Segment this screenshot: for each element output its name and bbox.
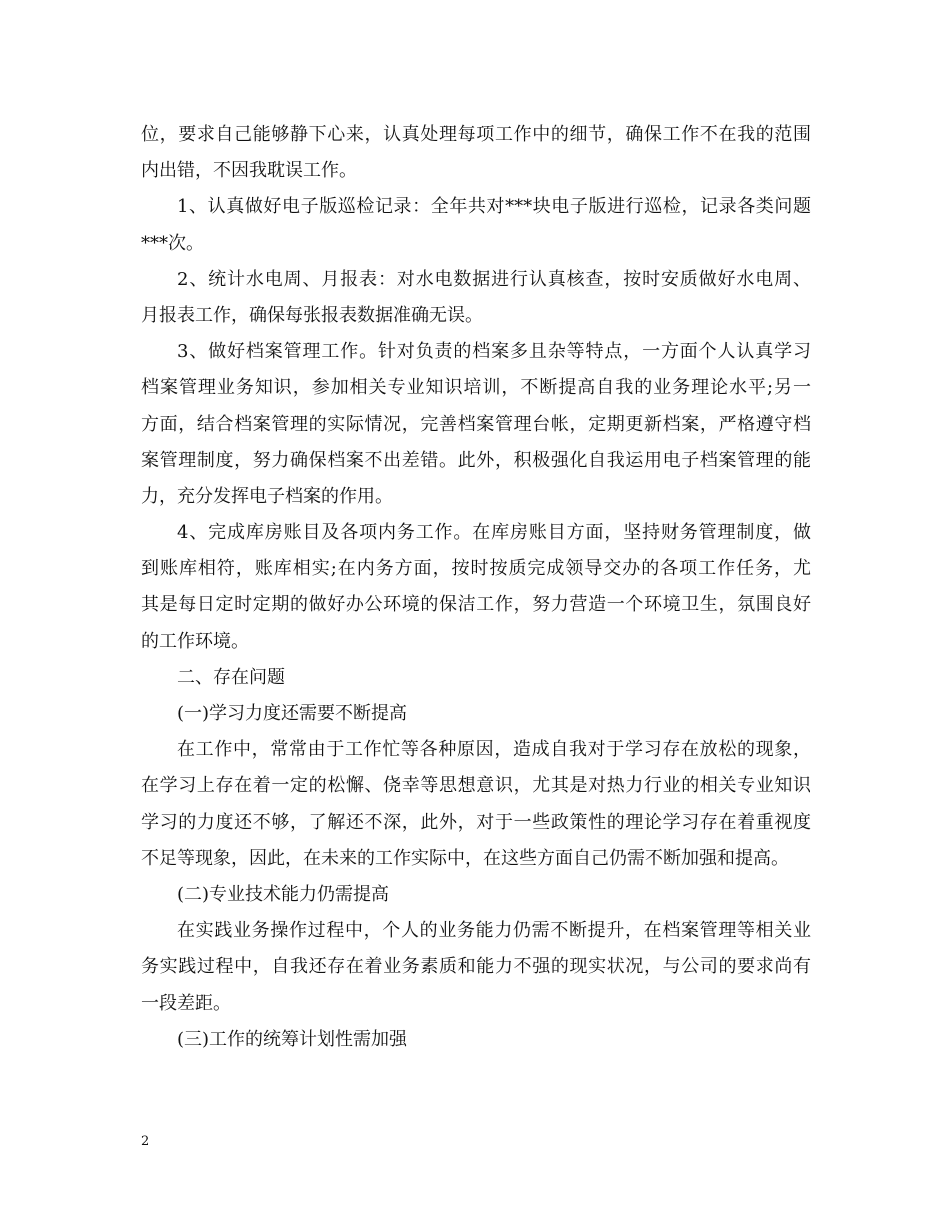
subsection-heading: (二)专业技术能力仍需提高 [177, 883, 390, 905]
text-line: ***次。 [141, 232, 204, 254]
page-number: 2 [141, 1134, 150, 1149]
text-line: 位，要求自己能够静下心来，认真处理每项工作中的细节，确保工作不在我的范围 [141, 124, 811, 145]
text-line: 一段差距。 [141, 992, 231, 1014]
text-line: 到账库相符，账库相实;在内务方面，按时按质完成领导交办的各项工作任务，尤 [141, 558, 811, 580]
text-line: 在实践业务操作过程中，个人的业务能力仍需不断提升，在档案管理等相关业 [177, 920, 811, 942]
text-line: 案管理制度，努力确保档案不出差错。此外，积极强化自我运用电子档案管理的能 [141, 449, 811, 471]
text-line: 学习的力度还不够，了解还不深，此外，对于一些政策性的理论学习存在着重视度 [141, 811, 811, 833]
text-line: 2、统计水电周、月报表：对水电数据进行认真核查，按时安质做好水电周、 [177, 268, 811, 290]
text-line: 1、认真做好电子版巡检记录：全年共对***块电子版进行巡检，记录各类问题 [177, 196, 811, 218]
text-line: 月报表工作，确保每张报表数据准确无误。 [141, 304, 483, 326]
text-line: 3、做好档案管理工作。针对负责的档案多且杂等特点，一方面个人认真学习 [177, 341, 811, 363]
subsection-heading: (一)学习力度还需要不断提高 [177, 703, 408, 724]
body-text [141, 117, 811, 1058]
text-line: 档案管理业务知识，参加相关专业知识培训，不断提高自我的业务理论水平;另一 [141, 377, 811, 399]
text-line: 不足等现象，因此，在未来的工作实际中，在这些方面自己仍需不断加强和提高。 [141, 847, 789, 869]
text-line: 的工作环境。 [141, 630, 249, 652]
subsection-heading: (三)工作的统筹计划性需加强 [177, 1028, 408, 1050]
text-line: 内出错，不因我耽误工作。 [141, 160, 357, 182]
section-heading: 二、存在问题 [177, 666, 285, 688]
text-line: 方面，结合档案管理的实际情况，完善档案管理台帐，定期更新档案，严格遵守档 [141, 413, 811, 435]
text-line: 务实践过程中，自我还存在着业务素质和能力不强的现实状况，与公司的要求尚有 [141, 956, 811, 978]
text-line: 其是每日定时定期的做好办公环境的保洁工作，努力营造一个环境卫生，氛围良好 [141, 594, 811, 616]
text-line: 在工作中，常常由于工作忙等各种原因，造成自我对于学习存在放松的现象， [177, 739, 811, 761]
text-line: 在学习上存在着一定的松懈、侥幸等思想意识，尤其是对热力行业的相关专业知识 [141, 775, 811, 797]
text-line: 力，充分发挥电子档案的作用。 [141, 485, 393, 507]
text-line: 4、完成库房账目及各项内务工作。在库房账目方面，坚持财务管理制度，做 [177, 522, 811, 544]
